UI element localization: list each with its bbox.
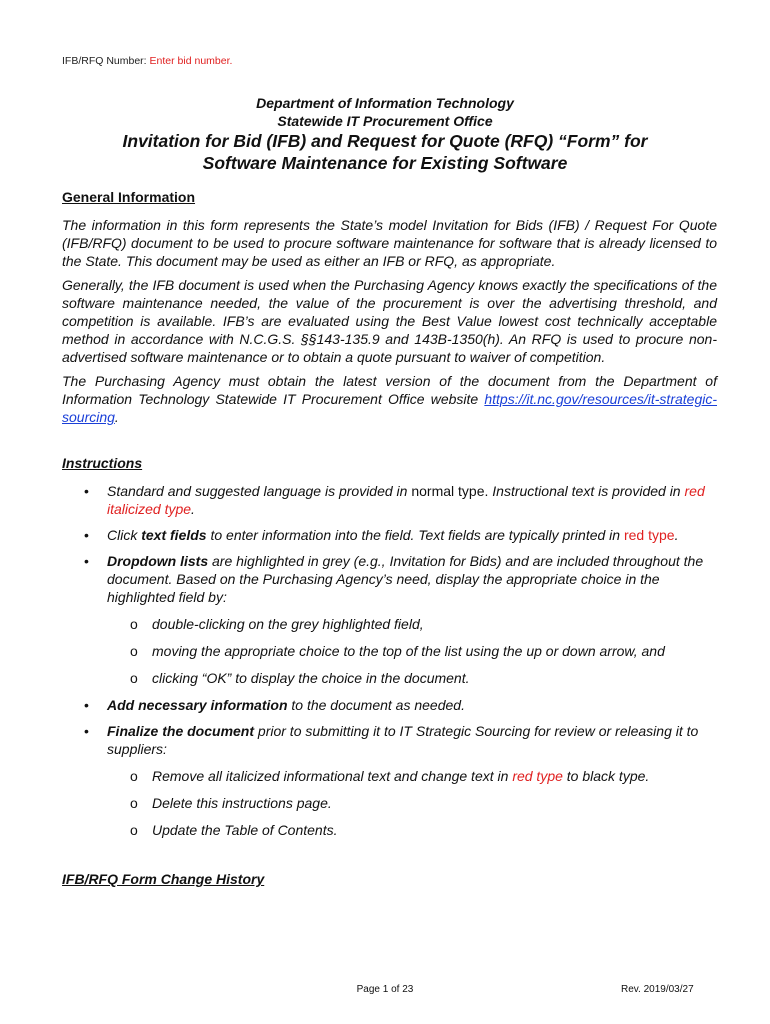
general-paragraph-3 (62, 372, 717, 426)
bid-number-field[interactable]: Enter bid number. (149, 55, 233, 67)
general-paragraph-1: The information in this form represents the State’s model Invitation for Bids (IFB) / Request For Quote (IFB/RFQ) document to be used to procure software maintenance for software that is already licensed to the State. This document may be used as either an IFB or RFQ, as appropriate. (62, 217, 717, 269)
general-paragraph-3-end: . (114, 409, 119, 425)
instructions-list (62, 482, 717, 839)
department-heading (0, 94, 770, 130)
instruction-item-add-information: • Add necessary information to the document as needed. (62, 696, 717, 714)
instructions-heading: Instructions (62, 455, 143, 471)
finalize-step: o Update the Table of Contents. (107, 821, 717, 839)
instruction-item-text-fields: • Click text fields to enter information into the field. Text fields are typically printed in red type. (62, 526, 717, 544)
dropdown-step: o moving the appropriate choice to the top of the list using the up or down arrow, and (107, 642, 717, 660)
finalize-step: o Remove all italicized informational text and change text in red type to black type. (107, 767, 717, 785)
instruction-item-language: • Standard and suggested language is provided in normal type. Instructional text is provided in red italicized type. (62, 482, 717, 518)
office-name: Statewide IT Procurement Office (277, 113, 493, 129)
title-line-2: Software Maintenance for Existing Software (202, 153, 568, 173)
instruction-item-dropdown-lists: • Dropdown lists are highlighted in grey (e.g., Invitation for Bids) and are included throughout the document. Based on the Purchasing Agency’s need, display the appropriate choice in the highlighted field by: o double-clicking on the grey highlighted field, o moving the appropriate choice to the top of the list using the up or down arrow, and o clicking “OK” to display the choice in the document. (62, 552, 717, 687)
title-line-1: Invitation for Bid (IFB) and Request for Quote (RFQ) “Form” for (122, 131, 648, 151)
dropdown-step: o double-clicking on the grey highlighted field, (107, 615, 717, 633)
bid-number-line (62, 55, 232, 67)
document-title (0, 130, 770, 174)
general-paragraph-2: Generally, the IFB document is used when the Purchasing Agency knows exactly the specifications of the software maintenance needed, the value of the procurement is over the advertising threshold, and competition is available. IFB’s are evaluated using the Best Value lowest cost technically acceptable method in accordance with N.C.G.S. §§143-135.9 and 143B-1350(h). An RFQ is used to procure non-advertised software maintenance or to obtain a quote pursuant to waiver of competition. (62, 277, 717, 365)
instruction-item-finalize: • Finalize the document prior to submitting it to IT Strategic Sourcing for review or releasing it to suppliers: o Remove all italicized informational text and change text in red type to black type. o Delete this instructions page. o Update the Table of Contents. (62, 722, 717, 839)
general-paragraph-3-text: The Purchasing Agency must obtain the latest version of the document from the Department of Information Technology Statewide IT Procurement Office website (62, 373, 717, 407)
main-content (62, 188, 717, 898)
dropdown-steps-list (107, 615, 717, 687)
dropdown-step: o clicking “OK” to display the choice in the document. (107, 669, 717, 687)
finalize-step: o Delete this instructions page. (107, 794, 717, 812)
finalize-steps-list (107, 767, 717, 839)
change-history-heading: IFB/RFQ Form Change History (62, 871, 265, 887)
general-information-heading: General Information (62, 189, 196, 205)
bid-number-label: IFB/RFQ Number: (62, 55, 147, 67)
sourcing-website-link[interactable]: https://it.nc.gov/resources/it-strategic-sourcing (62, 391, 717, 425)
revision-date: Rev. 2019/03/27 (621, 984, 694, 995)
page-number: Page 1 of 23 (356, 984, 414, 995)
department-name: Department of Information Technology (256, 95, 514, 111)
